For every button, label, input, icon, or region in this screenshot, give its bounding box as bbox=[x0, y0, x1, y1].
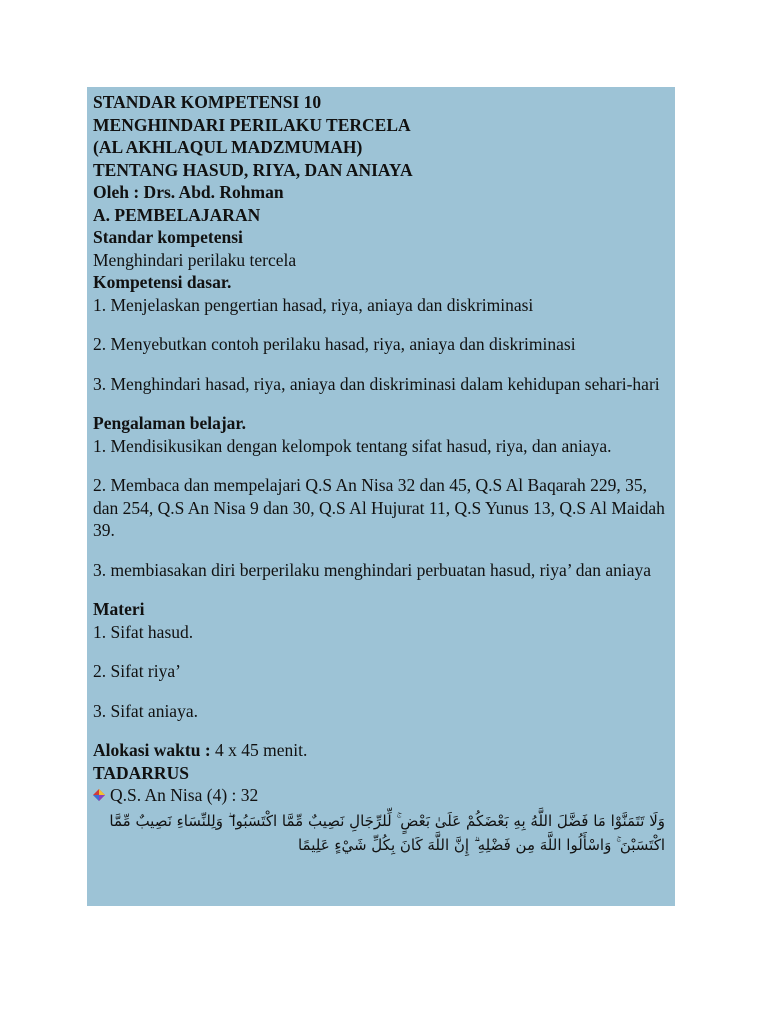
title-line-3: (AL AKHLAQUL MADZMUMAH) bbox=[93, 137, 363, 157]
diamond-bullet-icon bbox=[93, 789, 105, 801]
section-a-title: A. PEMBELAJARAN bbox=[93, 204, 261, 225]
alokasi-waktu-value: 4 x 45 menit. bbox=[210, 740, 308, 760]
alokasi-waktu-label: Alokasi waktu : bbox=[93, 740, 211, 760]
kd-item-2: 2. Menyebutkan contoh perilaku hasad, riya, aniaya dan diskriminasi bbox=[93, 334, 576, 354]
pengalaman-belajar-label: Pengalaman belajar. bbox=[93, 413, 246, 433]
materi-label: Materi bbox=[93, 599, 145, 619]
materi-item-1: 1. Sifat hasud. bbox=[93, 621, 194, 642]
surah-reference bbox=[93, 784, 665, 807]
surah-reference-text: Q.S. An Nisa (4) : 32 bbox=[110, 785, 259, 805]
document-page bbox=[87, 87, 675, 906]
arabic-verse: وَلَا تَتَمَنَّوْا مَا فَضَّلَ اللَّهُ بِهِ بَعْضَكُمْ عَلَىٰ بَعْضٍ ۚ لِّلرِّجَالِ نَصِيبٌ مِّمَّا اكْتَسَبُوا ۖ وَلِلنِّسَاءِ نَصِيبٌ مِّمَّا اكْتَسَبْنَ ۚ وَاسْأَلُوا اللَّهَ مِن فَضْلِهِ ۗ إِنَّ اللَّهَ كَانَ بِكُلِّ شَيْءٍ عَلِيمًا bbox=[109, 811, 665, 854]
materi-item-3: 3. Sifat aniaya. bbox=[93, 700, 198, 721]
title-line-4: TENTANG HASUD, RIYA, DAN ANIAYA bbox=[93, 159, 413, 180]
pb-item-1: 1. Mendisikusikan dengan kelompok tentang sifat hasud, riya, dan aniaya. bbox=[93, 435, 612, 456]
alokasi-waktu-line bbox=[93, 739, 665, 762]
title-line-1: STANDAR KOMPETENSI 10 bbox=[93, 92, 322, 112]
materi-item-2: 2. Sifat riya’ bbox=[93, 661, 181, 681]
author-line: Oleh : Drs. Abd. Rohman bbox=[93, 182, 284, 202]
standar-kompetensi-text: Menghindari perilaku tercela bbox=[93, 249, 297, 270]
standar-kompetensi-label: Standar kompetensi bbox=[93, 227, 243, 247]
kd-item-3: 3. Menghindari hasad, riya, aniaya dan diskriminasi dalam kehidupan sehari-hari bbox=[93, 373, 660, 394]
tadarrus-label: TADARRUS bbox=[93, 762, 189, 783]
kompetensi-dasar-label: Kompetensi dasar. bbox=[93, 272, 232, 292]
kd-item-1: 1. Menjelaskan pengertian hasad, riya, aniaya dan diskriminasi bbox=[93, 294, 534, 315]
pb-item-2: 2. Membaca dan mempelajari Q.S An Nisa 32 dan 45, Q.S Al Baqarah 229, 35, dan 254, Q.S An Nisa 9 dan 30, Q.S Al Hujurat 11, Q.S Yunus 13, Q.S Al Maidah 39. bbox=[93, 475, 665, 540]
pb-item-3: 3. membiasakan diri berperilaku menghindari perbuatan hasud, riya’ dan aniaya bbox=[93, 559, 652, 580]
title-line-2: MENGHINDARI PERILAKU TERCELA bbox=[93, 114, 411, 135]
